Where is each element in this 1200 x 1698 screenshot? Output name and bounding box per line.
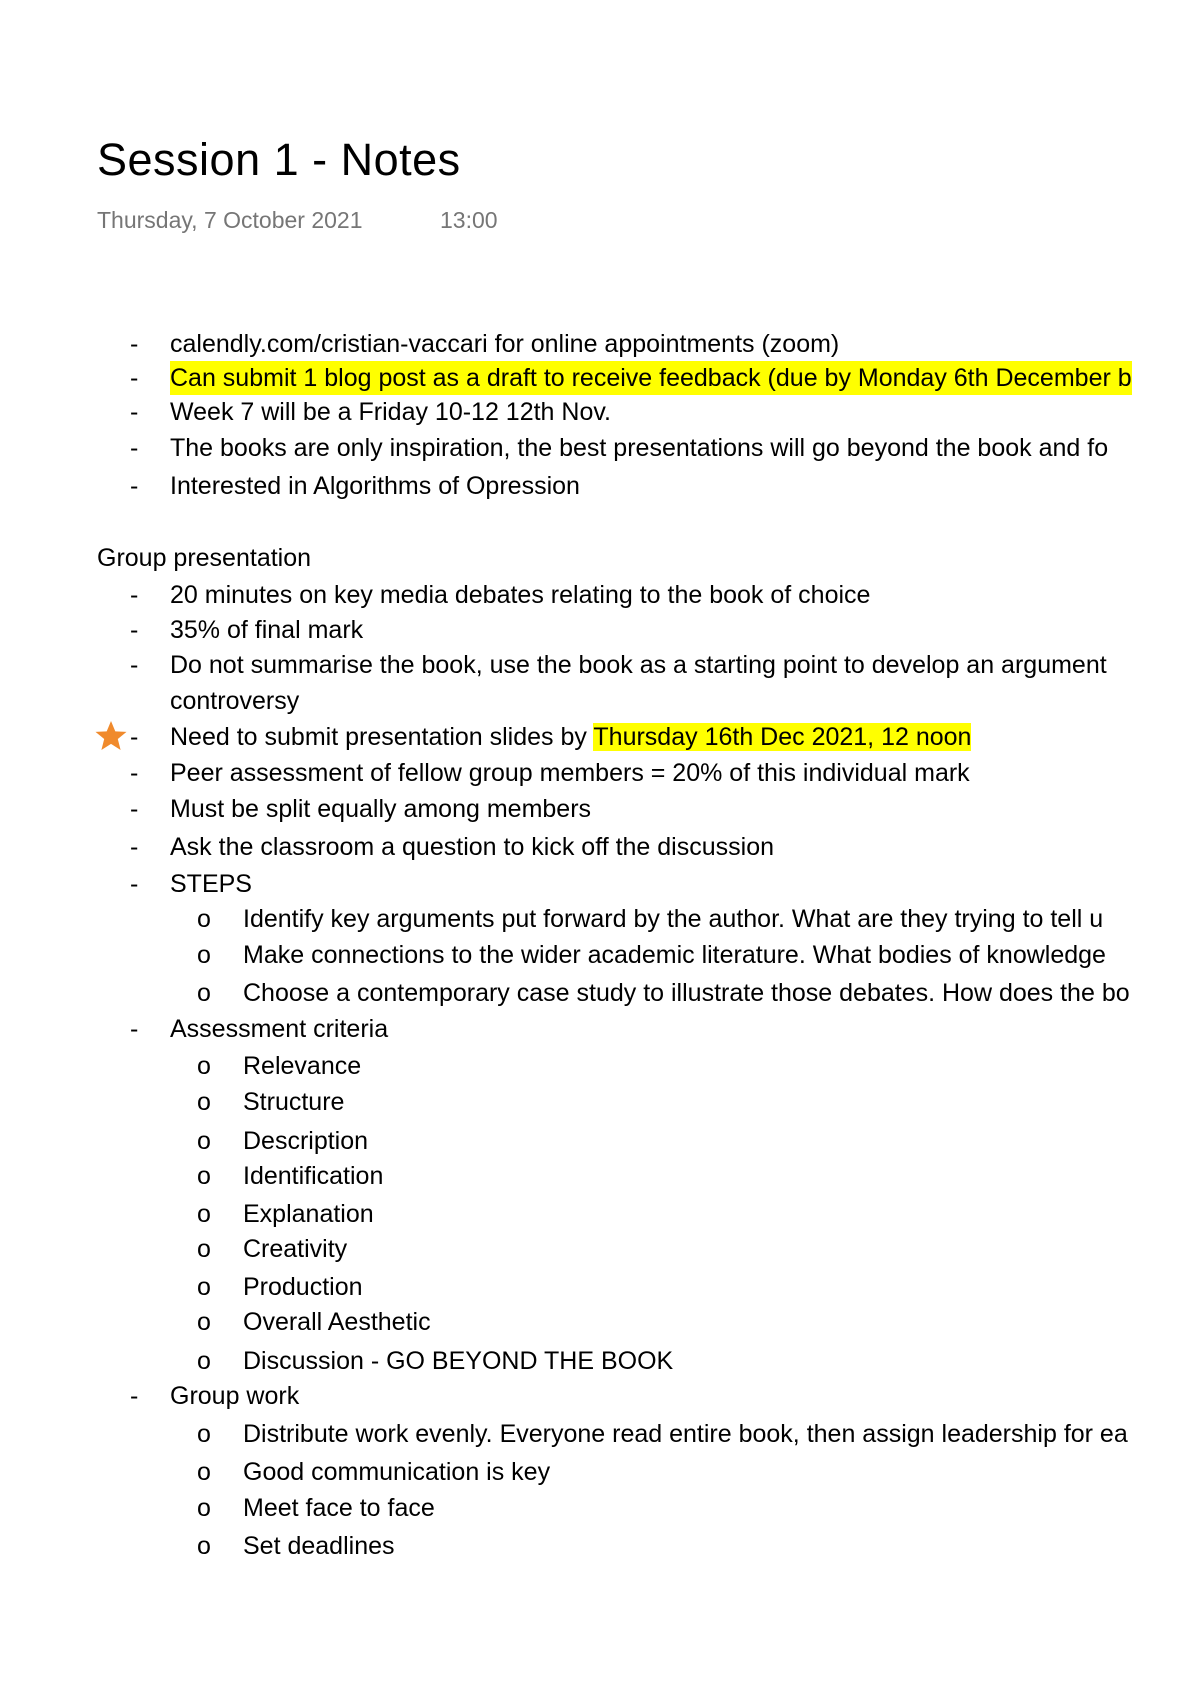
submit-prefix: Need to submit presentation slides by [170, 723, 587, 751]
sub-list-item: Set deadlines [243, 1532, 395, 1560]
list-item: Interested in Algorithms of Opression [170, 472, 580, 500]
dash-bullet: - [130, 795, 139, 823]
note-time: 13:00 [440, 207, 498, 233]
circle-bullet: o [197, 1532, 211, 1560]
sub-list-item: Identify key arguments put forward by the author. What are they trying to tell u [243, 905, 1104, 933]
sub-list-item: Creativity [243, 1235, 348, 1263]
list-item: Must be split equally among members [170, 795, 592, 823]
list-item: Group work [170, 1382, 300, 1410]
dash-bullet: - [130, 434, 139, 462]
submit-deadline-highlighted: Thursday 16th Dec 2021, 12 noon [593, 723, 972, 751]
sub-list-item: Overall Aesthetic [243, 1308, 431, 1336]
circle-bullet: o [197, 1127, 211, 1155]
dash-bullet: - [130, 330, 139, 358]
circle-bullet: o [197, 1308, 211, 1336]
list-item: 20 minutes on key media debates relating to the book of choice [170, 581, 871, 609]
sub-list-item: Explanation [243, 1200, 374, 1228]
circle-bullet: o [197, 905, 211, 933]
note-date: Thursday, 7 October 2021 [97, 207, 363, 233]
dash-bullet: - [130, 1382, 139, 1410]
dash-bullet: - [130, 581, 139, 609]
circle-bullet: o [197, 1162, 211, 1190]
sub-list-item: Description [243, 1127, 369, 1155]
circle-bullet: o [197, 1052, 211, 1080]
circle-bullet: o [197, 1494, 211, 1522]
sub-list-item: Discussion - GO BEYOND THE BOOK [243, 1347, 674, 1375]
sub-list-item: Choose a contemporary case study to illustrate those debates. How does the bo [243, 979, 1130, 1007]
list-item-highlighted: Can submit 1 blog post as a draft to receive feedback (due by Monday 6th December b [170, 361, 1132, 395]
sub-list-item: Relevance [243, 1052, 362, 1080]
dash-bullet: - [130, 398, 139, 426]
circle-bullet: o [197, 1347, 211, 1375]
sub-list-item: Good communication is key [243, 1458, 551, 1486]
sub-list-item: Make connections to the wider academic literature. What bodies of knowledge [243, 941, 1106, 969]
dash-bullet: - [130, 870, 139, 898]
star-icon [94, 719, 128, 753]
dash-bullet: - [130, 651, 139, 679]
list-item: Do not summarise the book, use the book as a starting point to develop an argument [170, 651, 1107, 679]
dash-bullet: - [130, 1015, 139, 1043]
circle-bullet: o [197, 1273, 211, 1301]
list-item: 35% of final mark [170, 616, 364, 644]
list-item: Peer assessment of fellow group members = 20% of this individual mark [170, 759, 970, 787]
list-item-continuation: controversy [170, 687, 300, 715]
list-item: Week 7 will be a Friday 10-12 12th Nov. [170, 398, 611, 426]
sub-list-item: Production [243, 1273, 363, 1301]
dash-bullet: - [130, 472, 139, 500]
dash-bullet: - [130, 833, 139, 861]
dash-bullet: - [130, 723, 139, 751]
sub-list-item: Structure [243, 1088, 345, 1116]
sub-list-item: Identification [243, 1162, 384, 1190]
circle-bullet: o [197, 979, 211, 1007]
page-title: Session 1 - Notes [97, 134, 461, 185]
sub-list-item: Meet face to face [243, 1494, 435, 1522]
circle-bullet: o [197, 1235, 211, 1263]
circle-bullet: o [197, 941, 211, 969]
dash-bullet: - [130, 616, 139, 644]
circle-bullet: o [197, 1458, 211, 1486]
sub-list-item: Distribute work evenly. Everyone read entire book, then assign leadership for ea [243, 1420, 1128, 1448]
dash-bullet: - [130, 759, 139, 787]
section-heading: Group presentation [97, 544, 312, 572]
list-item: calendly.com/cristian-vaccari for online appointments (zoom) [170, 330, 840, 358]
note-meta [97, 206, 498, 234]
circle-bullet: o [197, 1200, 211, 1228]
list-item: Ask the classroom a question to kick off the discussion [170, 833, 775, 861]
list-item: The books are only inspiration, the best presentations will go beyond the book and fo [170, 434, 1109, 462]
list-item: STEPS [170, 870, 252, 898]
dash-bullet: - [130, 364, 139, 392]
list-item: Assessment criteria [170, 1015, 389, 1043]
circle-bullet: o [197, 1088, 211, 1116]
circle-bullet: o [197, 1420, 211, 1448]
list-item [170, 720, 971, 754]
